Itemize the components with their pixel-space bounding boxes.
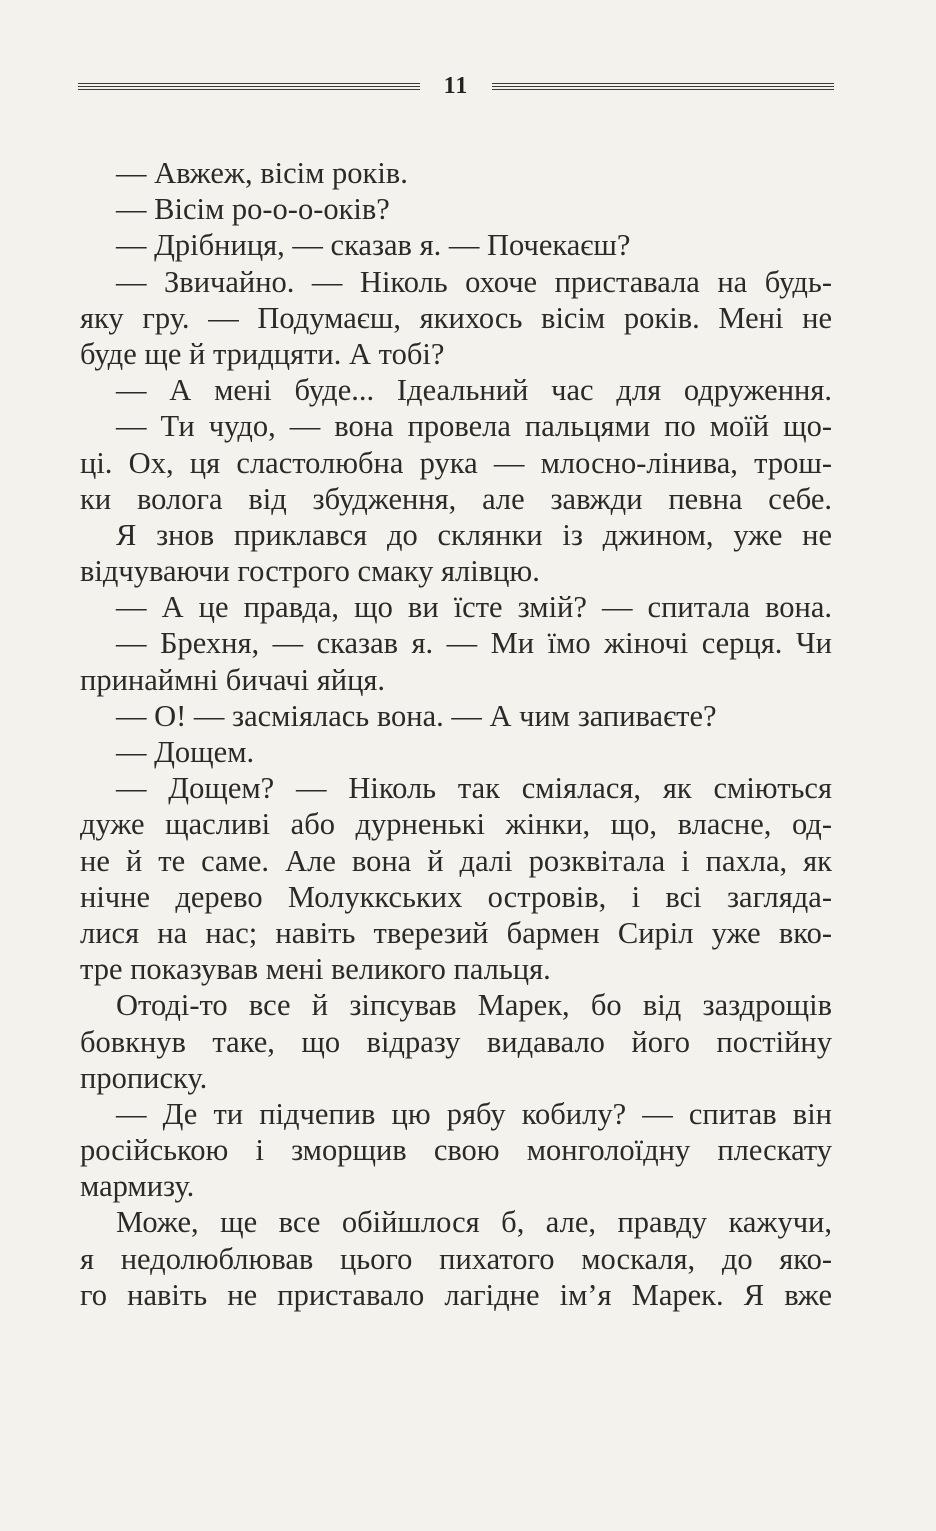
header-rule-right — [492, 83, 834, 90]
text-line: — Авжеж, вісім років. — [116, 156, 408, 190]
text-line: — А це правда, що ви їсте змій? — спитала вона. — [116, 590, 832, 625]
text-line: бовкнув таке, що відразу видавало його постійну — [80, 1024, 832, 1059]
body-text — [80, 155, 832, 1313]
text-line: яку гру. — Подумаєш, якихось вісім років. Мені не — [80, 300, 832, 335]
text-line: Може, ще все обійшлося б, але, правду кажучи, — [116, 1205, 832, 1240]
text-line: ці. Ох, ця сластолюбна рука — млосно-лінива, трош- — [80, 445, 832, 480]
text-line: я недолюблював цього пихатого москаля, до яко- — [80, 1241, 832, 1276]
text-line: мармизу. — [80, 1169, 195, 1204]
page-number: 11 — [443, 72, 469, 99]
text-line: — Брехня, — сказав я. — Ми їмо жіночі серця. Чи — [116, 626, 832, 661]
text-line: — Дрібниця, — сказав я. — Почекаєш? — [116, 228, 631, 263]
text-line: — Ти чудо, — вона провела пальцями по моїй що- — [116, 409, 832, 444]
text-line: го навіть не приставало лагідне ім’я Марек. Я вже — [80, 1277, 832, 1312]
text-line: прописку. — [80, 1060, 208, 1095]
text-line: — Звичайно. — Ніколь охоче приставала на будь- — [116, 264, 832, 299]
text-line: Я знов приклався до склянки із джином, уже не — [116, 517, 832, 552]
text-line: лися на нас; навіть тверезий бармен Сиріл уже вко- — [80, 915, 832, 950]
text-line: нічне дерево Молуккських островів, і всі загляда- — [80, 879, 832, 914]
text-line: — Де ти підчепив цю рябу кобилу? — спитав він — [116, 1096, 832, 1131]
text-line: дуже щасливі або дурненькі жінки, що, власне, од- — [80, 807, 832, 842]
page-header — [78, 70, 834, 102]
text-line: російською і зморщив свою монголоїдну плескату — [80, 1133, 832, 1168]
text-line: — Дощем. — [116, 735, 255, 769]
text-line: буде ще й тридцяти. А тобі? — [80, 336, 445, 371]
text-line: не й те саме. Але вона й далі розквітала і пахла, як — [80, 843, 832, 878]
text-line: — А мені буде... Ідеальний час для одруження. — [116, 373, 832, 408]
text-line: — Дощем? — Ніколь так сміялася, як сміються — [116, 771, 832, 806]
text-line: — О! — засміялась вона. — А чим запиваєте? — [116, 698, 717, 733]
text-line: Отоді-то все й зіпсував Марек, бо від заздрощів — [116, 988, 832, 1023]
text-line: тре показував мені великого пальця. — [80, 952, 551, 987]
text-line: ки волога від збудження, але завжди певна себе. — [80, 481, 832, 516]
text-line: принаймні бичачі яйця. — [80, 662, 386, 697]
text-line: — Вісім ро-о-о-оків? — [116, 192, 390, 227]
header-rule-left — [78, 83, 420, 90]
text-line: відчуваючи гострого смаку ялівцю. — [80, 554, 540, 589]
